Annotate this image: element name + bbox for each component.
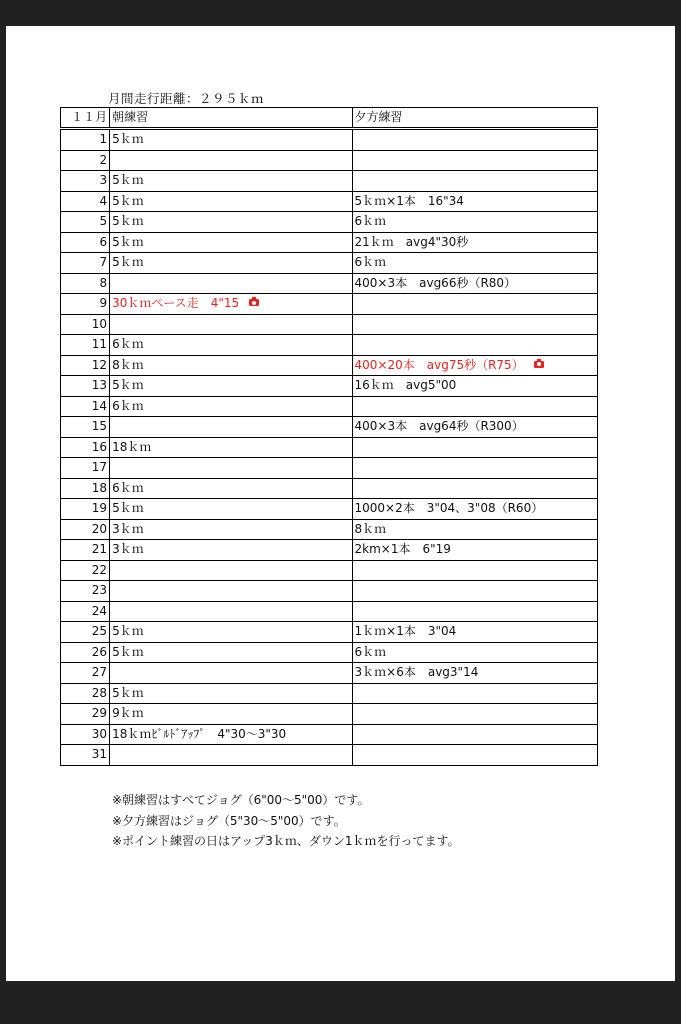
table-row — [61, 519, 598, 540]
table-row — [61, 704, 598, 725]
day-cell: 7 — [61, 253, 110, 274]
day-cell: 8 — [61, 273, 110, 294]
table-row — [61, 437, 598, 458]
table-row — [61, 376, 598, 397]
day-cell: 2 — [61, 150, 110, 171]
morning-cell — [110, 642, 352, 663]
table-row — [61, 601, 598, 622]
morning-cell-text: 30ｋｍペース走 4"15 — [112, 296, 240, 311]
morning-cell-text: 18ｋｍﾋﾞﾙﾄﾞｱｯﾌﾟ 4"30～3"30 — [112, 726, 287, 741]
evening-cell — [352, 622, 597, 643]
morning-cell — [110, 437, 352, 458]
morning-cell — [110, 560, 352, 581]
evening-cell — [352, 704, 597, 725]
morning-cell — [110, 191, 352, 212]
evening-cell — [352, 724, 597, 745]
morning-cell — [110, 417, 352, 438]
evening-cell — [352, 212, 597, 233]
morning-cell — [110, 601, 352, 622]
morning-cell — [110, 581, 352, 602]
morning-cell — [110, 150, 352, 171]
day-cell: 24 — [61, 601, 110, 622]
morning-cell — [110, 745, 352, 766]
evening-cell — [352, 376, 597, 397]
morning-cell — [110, 396, 352, 417]
table-row — [61, 745, 598, 766]
morning-cell — [110, 129, 352, 151]
table-row — [61, 355, 598, 376]
morning-cell — [110, 458, 352, 479]
monthly-distance-summary: 月間走行距離：２９５ｋｍ — [108, 91, 265, 106]
evening-cell — [352, 478, 597, 499]
evening-cell-text: 6ｋｍ — [354, 644, 387, 659]
evening-cell — [352, 560, 597, 581]
table-header-row — [61, 108, 598, 129]
day-cell: 17 — [61, 458, 110, 479]
evening-cell — [352, 683, 597, 704]
morning-cell-text: 6ｋｍ — [112, 480, 144, 495]
evening-cell-text: 2km×1本 6"19 — [354, 542, 451, 557]
evening-cell-text: 3ｋｍ×6本 avg3"14 — [354, 665, 479, 680]
table-row — [61, 417, 598, 438]
table-row — [61, 396, 598, 417]
table-row — [61, 499, 598, 520]
morning-cell — [110, 355, 352, 376]
header-morning: 朝練習 — [110, 108, 352, 129]
evening-cell — [352, 191, 597, 212]
morning-cell-text: 5ｋｍ — [112, 173, 144, 188]
evening-cell — [352, 417, 597, 438]
evening-cell — [352, 335, 597, 356]
day-cell: 11 — [61, 335, 110, 356]
evening-cell — [352, 171, 597, 192]
day-cell: 20 — [61, 519, 110, 540]
morning-cell-text: 5ｋｍ — [112, 132, 144, 147]
day-cell: 3 — [61, 171, 110, 192]
day-cell: 15 — [61, 417, 110, 438]
day-cell: 30 — [61, 724, 110, 745]
day-cell: 18 — [61, 478, 110, 499]
table-row — [61, 478, 598, 499]
viewer-bottom-bar — [0, 984, 681, 1024]
evening-cell-text: 6ｋｍ — [354, 214, 387, 229]
morning-cell — [110, 376, 352, 397]
table-row — [61, 273, 598, 294]
table-row — [61, 458, 598, 479]
morning-cell — [110, 314, 352, 335]
evening-cell — [352, 232, 597, 253]
note-evening-jog: ※夕方練習はジョグ（5"30～5"00）です。 — [112, 813, 346, 828]
evening-cell — [352, 540, 597, 561]
evening-cell — [352, 642, 597, 663]
evening-cell — [352, 273, 597, 294]
evening-cell — [352, 355, 597, 376]
table-row — [61, 171, 598, 192]
evening-cell — [352, 437, 597, 458]
day-cell: 16 — [61, 437, 110, 458]
notes-section — [112, 790, 460, 852]
evening-cell-text: 1000×2本 3"04、3"08（R60） — [354, 501, 544, 516]
morning-cell — [110, 212, 352, 233]
table-row — [61, 150, 598, 171]
day-cell: 5 — [61, 212, 110, 233]
table-row — [61, 232, 598, 253]
evening-cell-text: 8ｋｍ — [354, 521, 387, 536]
day-cell: 10 — [61, 314, 110, 335]
morning-cell — [110, 540, 352, 561]
evening-cell-text: 21ｋｍ avg4"30秒 — [354, 234, 469, 249]
morning-cell — [110, 273, 352, 294]
day-cell: 4 — [61, 191, 110, 212]
header-evening: 夕方練習 — [352, 108, 597, 129]
header-month: １１月 — [61, 108, 110, 129]
day-cell: 28 — [61, 683, 110, 704]
evening-cell-text: 400×3本 avg66秒（R80） — [354, 275, 517, 290]
morning-cell-text: 3ｋｍ — [112, 521, 144, 536]
table-row — [61, 540, 598, 561]
day-cell: 31 — [61, 745, 110, 766]
morning-cell-text: 3ｋｍ — [112, 542, 144, 557]
day-cell: 21 — [61, 540, 110, 561]
evening-cell — [352, 150, 597, 171]
day-cell: 6 — [61, 232, 110, 253]
evening-cell — [352, 745, 597, 766]
morning-cell — [110, 622, 352, 643]
evening-cell — [352, 458, 597, 479]
table-row — [61, 560, 598, 581]
morning-cell — [110, 232, 352, 253]
morning-cell — [110, 499, 352, 520]
morning-cell — [110, 704, 352, 725]
morning-cell — [110, 171, 352, 192]
day-cell: 27 — [61, 663, 110, 684]
table-row — [61, 724, 598, 745]
morning-cell-text: 5ｋｍ — [112, 214, 144, 229]
day-cell: 25 — [61, 622, 110, 643]
day-cell: 23 — [61, 581, 110, 602]
camera-icon — [534, 361, 544, 368]
table-row — [61, 294, 598, 315]
evening-cell-text: 6ｋｍ — [354, 255, 387, 270]
morning-cell-text: 6ｋｍ — [112, 337, 144, 352]
morning-cell — [110, 663, 352, 684]
day-cell: 13 — [61, 376, 110, 397]
morning-cell-text: 5ｋｍ — [112, 255, 144, 270]
evening-cell — [352, 294, 597, 315]
morning-cell — [110, 519, 352, 540]
evening-cell — [352, 499, 597, 520]
table-row — [61, 622, 598, 643]
camera-icon — [249, 299, 259, 306]
evening-cell — [352, 663, 597, 684]
table-row — [61, 212, 598, 233]
note-morning-jog: ※朝練習はすべてジョグ（6"00～5"00）です。 — [112, 793, 370, 807]
table-row — [61, 683, 598, 704]
note-point-practice: ※ポイント練習の日はアップ3ｋｍ、ダウン1ｋｍを行ってます。 — [112, 834, 460, 848]
morning-cell-text: 8ｋｍ — [112, 357, 144, 372]
morning-cell — [110, 683, 352, 704]
evening-cell — [352, 396, 597, 417]
day-cell: 26 — [61, 642, 110, 663]
day-cell: 1 — [61, 129, 110, 151]
table-row — [61, 581, 598, 602]
morning-cell-text: 18ｋｍ — [112, 439, 152, 454]
evening-cell-text: 5ｋｍ×1本 16"34 — [354, 193, 464, 208]
morning-cell — [110, 724, 352, 745]
morning-cell-text: 5ｋｍ — [112, 624, 144, 639]
evening-cell — [352, 601, 597, 622]
day-cell: 22 — [61, 560, 110, 581]
morning-cell — [110, 335, 352, 356]
evening-cell-text: 16ｋｍ avg5"00 — [354, 378, 457, 393]
evening-cell-text: 400×3本 avg64秒（R300） — [354, 419, 524, 434]
morning-cell-text: 9ｋｍ — [112, 706, 144, 721]
viewer-top-bar — [0, 0, 681, 24]
evening-cell — [352, 519, 597, 540]
morning-cell — [110, 294, 352, 315]
day-cell: 19 — [61, 499, 110, 520]
evening-cell-text: 400×20本 avg75秒（R75） — [354, 357, 524, 372]
evening-cell-text: 1ｋｍ×1本 3"04 — [354, 624, 457, 639]
morning-cell-text: 5ｋｍ — [112, 644, 144, 659]
table-row — [61, 191, 598, 212]
morning-cell — [110, 478, 352, 499]
day-cell: 12 — [61, 355, 110, 376]
morning-cell-text: 5ｋｍ — [112, 234, 144, 249]
table-row — [61, 642, 598, 663]
table-row — [61, 335, 598, 356]
morning-cell-text: 5ｋｍ — [112, 193, 144, 208]
table-row — [61, 253, 598, 274]
evening-cell — [352, 129, 597, 151]
day-cell: 9 — [61, 294, 110, 315]
day-cell: 29 — [61, 704, 110, 725]
table-row — [61, 129, 598, 151]
day-cell: 14 — [61, 396, 110, 417]
evening-cell — [352, 581, 597, 602]
table-row — [61, 314, 598, 335]
table-row — [61, 663, 598, 684]
evening-cell — [352, 253, 597, 274]
evening-cell — [352, 314, 597, 335]
morning-cell-text: 5ｋｍ — [112, 378, 144, 393]
training-log-table — [60, 107, 598, 766]
morning-cell-text: 5ｋｍ — [112, 501, 144, 516]
morning-cell-text: 5ｋｍ — [112, 685, 144, 700]
morning-cell — [110, 253, 352, 274]
morning-cell-text: 6ｋｍ — [112, 398, 144, 413]
